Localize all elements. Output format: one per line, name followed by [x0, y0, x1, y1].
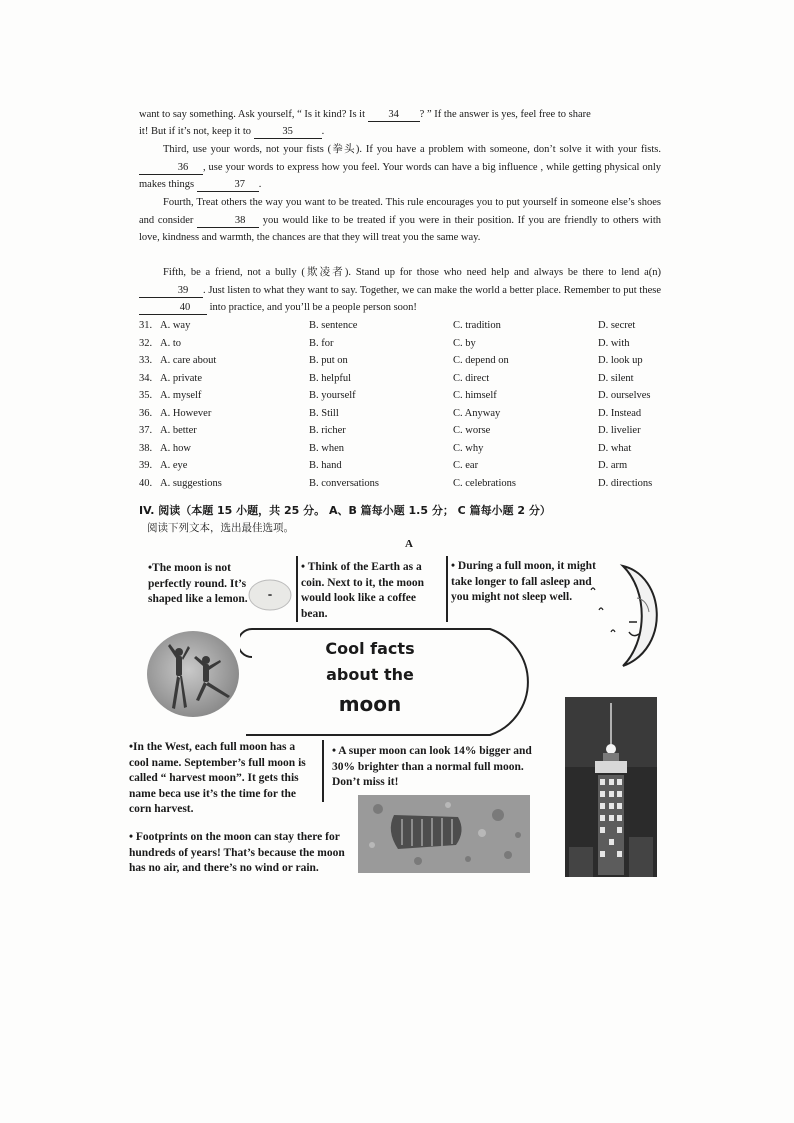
option-b: B. for — [309, 337, 334, 349]
option-a: A. care about — [160, 355, 217, 366]
option-a: A. suggestions — [160, 477, 222, 489]
option-a: A. to — [160, 337, 181, 349]
option-d: D. look up — [598, 355, 643, 366]
passage-text: . Just listen to what they want to say. Together, we can make the world a better place. Remember to put these — [203, 284, 661, 296]
passage-text: ? ” If the answer is yes, feel free to share — [419, 109, 591, 120]
passage-text: . — [258, 179, 262, 190]
passage-line-2 — [139, 123, 661, 141]
title-line: moon — [338, 692, 402, 716]
option-c: C. by — [453, 337, 476, 349]
option-c: C. tradition — [453, 320, 501, 331]
option-a: A. way — [160, 320, 191, 331]
blank-37: 37 — [197, 178, 259, 192]
question-number: 38. — [139, 442, 153, 454]
option-a: A. eye — [160, 460, 188, 471]
section-title: IV. 阅读（本题 15 小题，共 25 分。 A、B 篇每小题 1.5 分； C 篇每小题 2 分） — [139, 504, 551, 517]
option-a: A. myself — [160, 390, 202, 401]
blank-40: 40 — [139, 301, 207, 315]
section-instruction: 阅读下列文本，选出最佳选项。 — [147, 522, 294, 534]
option-b: B. richer — [309, 425, 346, 436]
option-c: C. Anyway — [453, 407, 501, 419]
option-b: B. put on — [309, 355, 348, 366]
option-row — [139, 387, 679, 405]
fact-harvest-moon: •In the West, each full moon has a cool name. September’s full moon is called “ harvest moon”. It gets this name beca use it’s the time for the corn harvest. — [129, 741, 306, 815]
option-c: C. direct — [453, 372, 490, 384]
blank-34: 34 — [368, 108, 420, 122]
option-b: B. when — [309, 442, 344, 454]
option-c: C. ear — [453, 460, 479, 471]
option-row — [139, 475, 679, 493]
option-d: D. arm — [598, 460, 628, 471]
footprint-image — [358, 795, 530, 873]
question-number: 31. — [139, 320, 153, 331]
option-a: A. better — [160, 425, 197, 436]
option-c: C. celebrations — [453, 477, 516, 489]
passage-text: want to say something. Ask yourself, “ Is it kind? Is it — [139, 109, 366, 120]
passage-text: , use your words to express how you feel. Your words can have a big influence , while getting physical only makes things — [139, 161, 661, 190]
blank-36: 36 — [139, 161, 203, 175]
divider — [322, 740, 324, 802]
question-number: 32. — [139, 337, 153, 349]
fact-footprints: • Footprints on the moon can stay there for hundreds of years! That’s because the moon has no air, and there’s no wind or rain. — [129, 831, 345, 874]
option-row — [139, 352, 679, 370]
option-d: D. directions — [598, 477, 653, 489]
passage-text: . — [321, 126, 325, 137]
passage-text: it! But if it’s not, keep it to — [139, 126, 251, 137]
fact-moon-shape: •The moon is not perfectly round. It’s shaped like a lemon. — [148, 562, 248, 605]
question-number: 40. — [139, 477, 153, 489]
option-row — [139, 335, 679, 353]
option-d: D. what — [598, 442, 632, 454]
option-b: B. sentence — [309, 320, 358, 331]
question-number: 33. — [139, 355, 153, 366]
option-c: C. worse — [453, 425, 491, 436]
option-c: C. why — [453, 442, 484, 454]
passage-text: Fourth, Treat others the way you want to be treated. This rule encourages you to put yourself in someone else’s shoes and consider — [139, 197, 661, 226]
passage-line-1 — [139, 106, 661, 124]
passage-label: A — [405, 538, 413, 550]
question-number: 36. — [139, 407, 153, 419]
fact-super-moon: • A super moon can look 14% bigger and 30% brighter than a normal full moon. Don’t miss it! — [332, 745, 532, 788]
passage-paragraph-fourth — [139, 194, 661, 247]
blank-35: 35 — [254, 125, 322, 139]
option-b: B. yourself — [309, 390, 356, 401]
question-number: 35. — [139, 390, 153, 401]
crescent-moon-image — [583, 562, 669, 670]
passage-text: you would like to be treated if you were in their position. If you are friendly to others with love, kindness and warmth, the chances are that they will treat you the same way. — [139, 214, 662, 243]
option-row — [139, 405, 679, 423]
option-row — [139, 317, 679, 335]
option-d: D. ourselves — [598, 390, 651, 401]
option-a: A. how — [160, 442, 191, 454]
silhouette-moon-image — [146, 630, 240, 718]
title-line: Cool facts — [325, 639, 415, 658]
option-b: B. conversations — [309, 477, 379, 489]
infographic-title — [290, 636, 450, 720]
passage-text: Third, use your words, not your fists (拳头). If you have a problem with someone, don’t solve it with your fists. — [163, 144, 661, 155]
option-d: D. silent — [598, 372, 634, 384]
question-number: 37. — [139, 425, 153, 436]
passage-paragraph-fifth — [139, 264, 661, 317]
passage-text: Fifth, be a friend, not a bully (欺凌者). Stand up for those who need help and always be there to lend a(n) — [163, 267, 661, 278]
option-c: C. depend on — [453, 355, 509, 366]
option-a: A. However — [160, 407, 212, 419]
option-d: D. livelier — [598, 425, 641, 436]
option-b: B. Still — [309, 407, 339, 419]
option-a: A. private — [160, 372, 202, 384]
building-moon-image — [565, 697, 657, 877]
divider — [446, 556, 448, 622]
option-c: C. himself — [453, 390, 497, 401]
option-b: B. helpful — [309, 372, 351, 384]
option-d: D. Instead — [598, 407, 642, 419]
fact-full-moon-sleep: • During a full moon, it might take longer to fall asleep and you might not sleep well. — [451, 560, 596, 603]
option-row — [139, 422, 679, 440]
option-row — [139, 457, 679, 475]
divider — [296, 556, 298, 622]
lemon-moon-image — [247, 578, 293, 612]
option-row — [139, 440, 679, 458]
fact-earth-coin: • Think of the Earth as a coin. Next to it, the moon would look like a coffee bean. — [301, 561, 424, 620]
passage-text: into practice, and you’ll be a people person soon! — [209, 302, 417, 313]
blank-39: 39 — [139, 284, 203, 298]
option-b: B. hand — [309, 460, 342, 471]
passage-paragraph-third — [139, 141, 661, 194]
option-d: D. secret — [598, 320, 636, 331]
title-line: about the — [326, 665, 414, 684]
option-row — [139, 370, 679, 388]
option-d: D. with — [598, 337, 630, 349]
blank-38: 38 — [197, 214, 259, 228]
question-number: 39. — [139, 460, 153, 471]
question-number: 34. — [139, 372, 153, 384]
